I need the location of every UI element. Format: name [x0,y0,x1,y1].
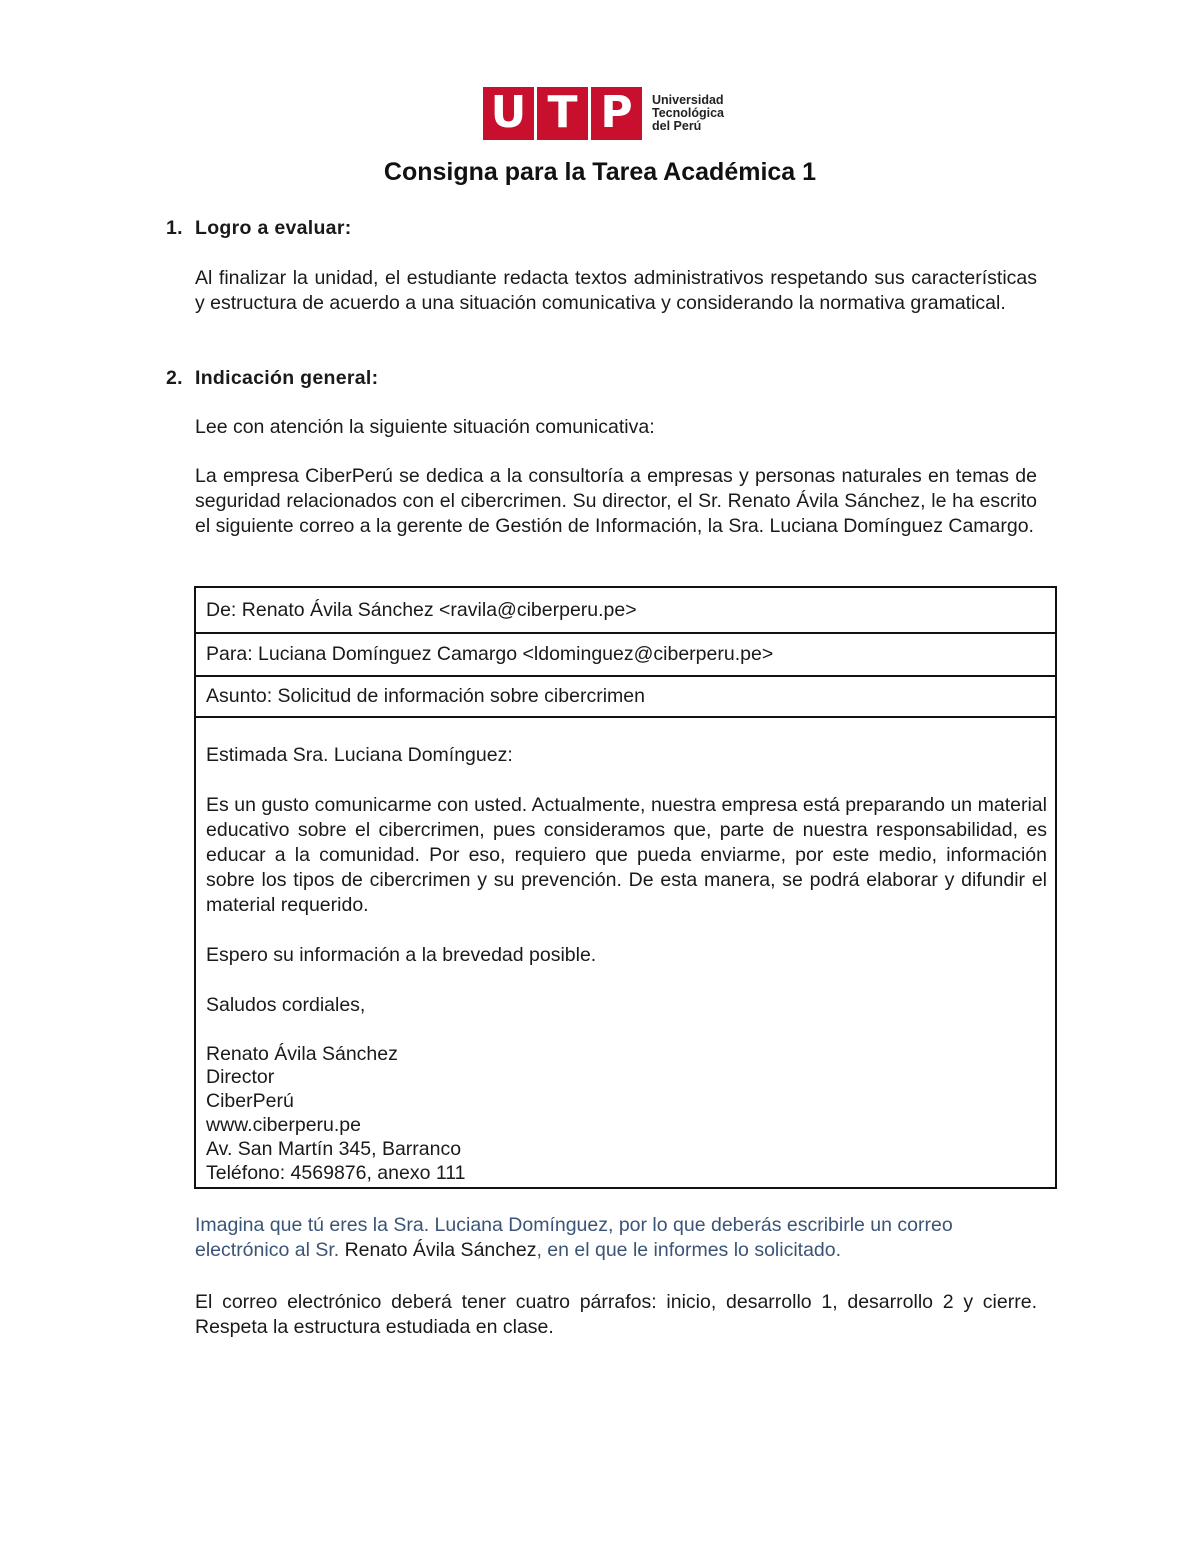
email-from: De: Renato Ávila Sánchez <ravila@ciberperu.pe> [196,588,1055,634]
email-body [206,743,1047,1185]
signature-web: www.ciberperu.pe [206,1113,361,1136]
section-1-number: 1. [166,217,183,239]
email-paragraph: Es un gusto comunicarme con usted. Actualmente, nuestra empresa está preparando un material educativo sobre el cibercrimen, pues consideramos que, parte de nuestra responsabilidad, es educar a la comunidad. Por eso, requiero que pueda enviarme, por este medio, información sobre los tipos de cibercrimen y su prevención. De esta manera, se podrá elaborar y difundir el material requerido. [206,793,1047,916]
section-2-heading [166,366,378,391]
logo-mark [483,87,642,140]
signature-role: Director [206,1066,275,1089]
signature-name: Renato Ávila Sánchez [206,1042,398,1065]
signature-phone: Teléfono: 4569876, anexo 111 [206,1161,466,1184]
email-subject: Asunto: Solicitud de información sobre cibercrimen [196,677,1055,718]
instruction-name: Renato Ávila Sánchez [344,1238,537,1261]
email-signature [206,1043,1047,1186]
instruction-part-2: , en el que le informes lo solicitado. [536,1238,842,1261]
section-1-title: Logro a evaluar: [195,217,352,239]
logo-wordmark [652,94,724,133]
instruction-part-1: Imagina que tú eres la Sra. Luciana Domínguez, por lo que deberás escribirle un correo electrónico al Sr. [195,1214,953,1261]
section-2-number: 2. [166,367,183,389]
section-2-situation: La empresa CiberPerú se dedica a la consultoría a empresas y personas naturales en temas de seguridad relacionados con el cibercrimen. Su director, el Sr. Renato Ávila Sánchez, le ha escrito el siguiente correo a la gerente de Gestión de Información, la Sra. Luciana Domínguez Camargo. [195,465,1037,537]
utp-logo [483,87,724,140]
logo-letter-t: T [547,87,578,139]
email-greeting: Estimada Sra. Luciana Domínguez: [206,744,513,766]
section-1-text: Al finalizar la unidad, el estudiante redacta textos administrativos respetando sus características y estructura de acuerdo a una situación comunicativa y considerando la normativa gramatical. [195,267,1037,314]
logo-letter-p: P [600,87,633,139]
email-closing-request: Espero su información a la brevedad posible. [206,943,597,966]
section-2-intro: Lee con atención la siguiente situación comunicativa: [195,416,655,438]
email-farewell: Saludos cordiales, [206,993,366,1016]
logo-line-3: del Perú [652,119,702,134]
logo-line-2: Tecnológica [652,105,725,120]
page-title: Consigna para la Tarea Académica 1 [383,158,817,186]
requirement-text: El correo electrónico deberá tener cuatro párrafos: inicio, desarrollo 1, desarrollo 2 y cierre. Respeta la estructura estudiada en clase. [195,1291,1037,1338]
section-1-heading [166,216,352,241]
section-2-title: Indicación general: [195,367,379,389]
logo-letter-u: U [490,87,527,139]
instruction-text [195,1213,1037,1263]
signature-address: Av. San Martín 345, Barranco [206,1137,462,1160]
email-to: Para: Luciana Domínguez Camargo <ldominguez@ciberperu.pe> [196,634,1055,677]
signature-company: CiberPerú [206,1090,294,1113]
email-box [194,586,1057,1189]
logo-line-1: Universidad [652,92,724,107]
